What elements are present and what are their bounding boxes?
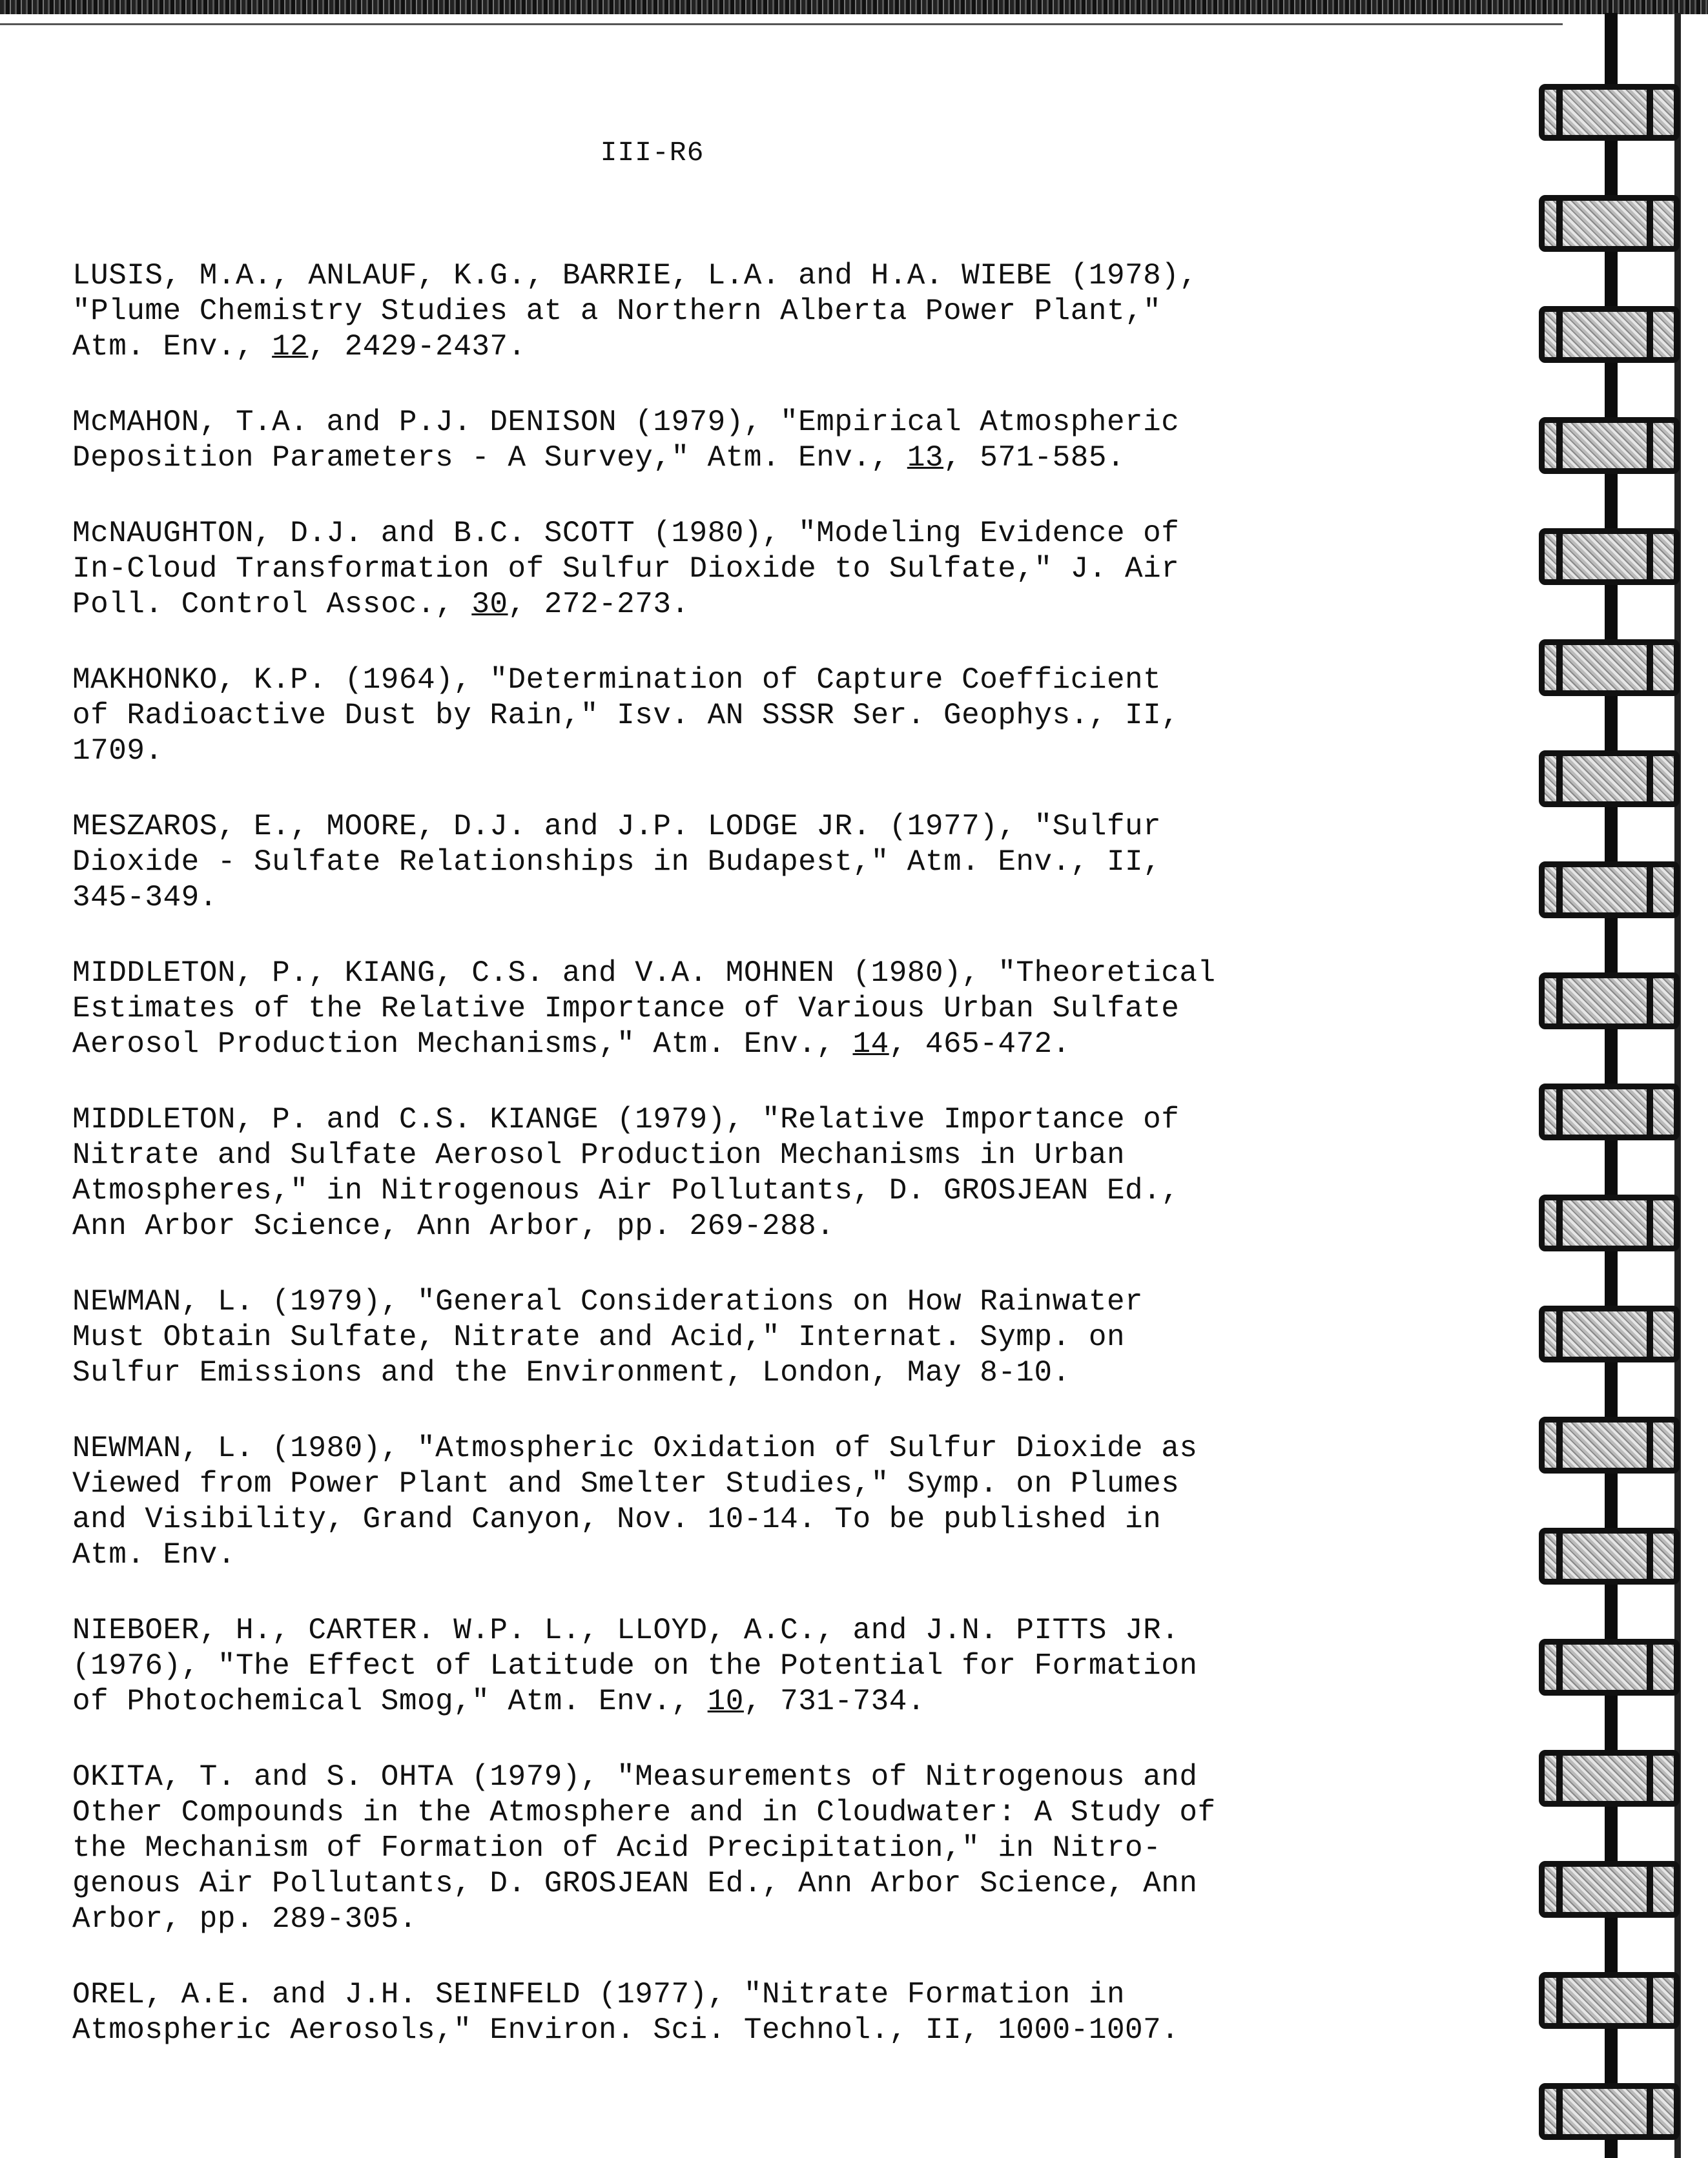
page-number: III-R6 (600, 137, 705, 169)
binding-ring (1539, 972, 1680, 1029)
binding-ring (1539, 195, 1680, 252)
reference-text: NEWMAN, L. (1980), "Atmospheric Oxidation of Sulfur Dioxide as Viewed from Power Plant and Smelter Studies," Symp. on Plumes and Visibility, Grand Canyon, Nov. 10-14. To be published in Atm. Env. (72, 1432, 1198, 1572)
reference-text: MIDDLETON, P., KIANG, C.S. and V.A. MOHNEN (1980), "Theoretical Estimates of the Relative Importance of Various Urban Sulfate Aerosol Production Mechanisms," Atm. Env., (72, 956, 1216, 1061)
scanned-top-edge (0, 0, 1708, 14)
reference-text: OREL, A.E. and J.H. SEINFELD (1977), "Nitrate Formation in Atmospheric Aerosols," Environ. Sci. Technol., II, 1000-1007. (72, 1978, 1180, 2047)
reference-entry (72, 809, 1312, 916)
reference-text: NEWMAN, L. (1979), "General Considerations on How Rainwater Must Obtain Sulfate, Nitrate and Acid," Internat. Symp. on Sulfur Emissions and the Environment, London, May 8-10. (72, 1285, 1144, 1390)
reference-text: , 272-273. (508, 588, 690, 621)
binding-ring (1539, 306, 1680, 363)
binding-ring (1539, 84, 1680, 141)
reference-entry (72, 1613, 1312, 1720)
binding-ring (1539, 639, 1680, 696)
binding-ring (1539, 1306, 1680, 1362)
reference-text: , 2429-2437. (308, 330, 526, 364)
reference-text: MIDDLETON, P. and C.S. KIANGE (1979), "Relative Importance of Nitrate and Sulfate Aerosol Production Mechanisms in Urban Atmospheres," in Nitrogenous Air Pollutants, D. GROSJEAN Ed., Ann Arbor Science, Ann Arbor, pp. 269-288. (72, 1103, 1180, 1243)
volume-number: 14 (852, 1027, 889, 1061)
reference-text: LUSIS, M.A., ANLAUF, K.G., BARRIE, L.A. and H.A. WIEBE (1978), "Plume Chemistry Studies at a Northern Alberta Power Plant," Atm. Env., (72, 259, 1198, 364)
reference-text: McNAUGHTON, D.J. and B.C. SCOTT (1980), "Modeling Evidence of In-Cloud Transformation of Sulfur Dioxide to Sulfate," J. Air Poll. Control Assoc., (72, 517, 1180, 621)
reference-text: OKITA, T. and S. OHTA (1979), "Measurements of Nitrogenous and Other Compounds in the Atmosphere and in Cloudwater: A Study of the Mechanism of Formation of Acid Precipitation," in Nitro- genous Air Pollutants, D. GROSJEAN Ed., Ann Arbor Science, Ann Arbor, pp. 289-305. (72, 1760, 1216, 1936)
binding-ring (1539, 1084, 1680, 1140)
binding-ring (1539, 1750, 1680, 1807)
binding-ring (1539, 1528, 1680, 1585)
volume-number: 12 (272, 330, 309, 364)
reference-entry (72, 1977, 1312, 2048)
volume-number: 13 (907, 441, 944, 475)
reference-entry (72, 258, 1312, 365)
volume-number: 30 (471, 588, 508, 621)
binding-ring (1539, 1861, 1680, 1918)
reference-entry (72, 516, 1312, 622)
binding-ring (1539, 861, 1680, 918)
reference-list (72, 258, 1312, 2088)
page-edge-line (0, 23, 1563, 25)
reference-text: , 731-734. (743, 1685, 925, 1718)
binding-ring (1539, 1417, 1680, 1474)
reference-text: , 465-472. (889, 1027, 1071, 1061)
reference-text: MESZAROS, E., MOORE, D.J. and J.P. LODGE JR. (1977), "Sulfur Dioxide - Sulfate Relationships in Budapest," Atm. Env., II, 345-349. (72, 810, 1162, 914)
binding-ring (1539, 1639, 1680, 1696)
binding-ring (1539, 528, 1680, 585)
spiral-binding (1514, 13, 1708, 2158)
reference-entry (72, 956, 1312, 1062)
reference-entry (72, 1760, 1312, 1937)
binding-ring (1539, 1972, 1680, 2029)
reference-entry (72, 663, 1312, 769)
binding-ring (1539, 2083, 1680, 2140)
reference-entry (72, 1102, 1312, 1244)
reference-entry (72, 1431, 1312, 1573)
reference-entry (72, 1284, 1312, 1391)
reference-text: NIEBOER, H., CARTER. W.P. L., LLOYD, A.C., and J.N. PITTS JR. (1976), "The Effect of Latitude on the Potential for Formation of Photochemical Smog," Atm. Env., (72, 1614, 1198, 1718)
binding-ring (1539, 417, 1680, 474)
reference-entry (72, 405, 1312, 476)
volume-number: 10 (707, 1685, 744, 1718)
binding-ring (1539, 1195, 1680, 1251)
reference-text: MAKHONKO, K.P. (1964), "Determination of Capture Coefficient of Radioactive Dust by Rain," Isv. AN SSSR Ser. Geophys., II, 1709. (72, 663, 1180, 768)
binding-ring (1539, 750, 1680, 807)
reference-text: McMAHON, T.A. and P.J. DENISON (1979), "Empirical Atmospheric Deposition Parameters - A Survey," Atm. Env., (72, 406, 1180, 475)
reference-text: , 571-585. (943, 441, 1126, 475)
